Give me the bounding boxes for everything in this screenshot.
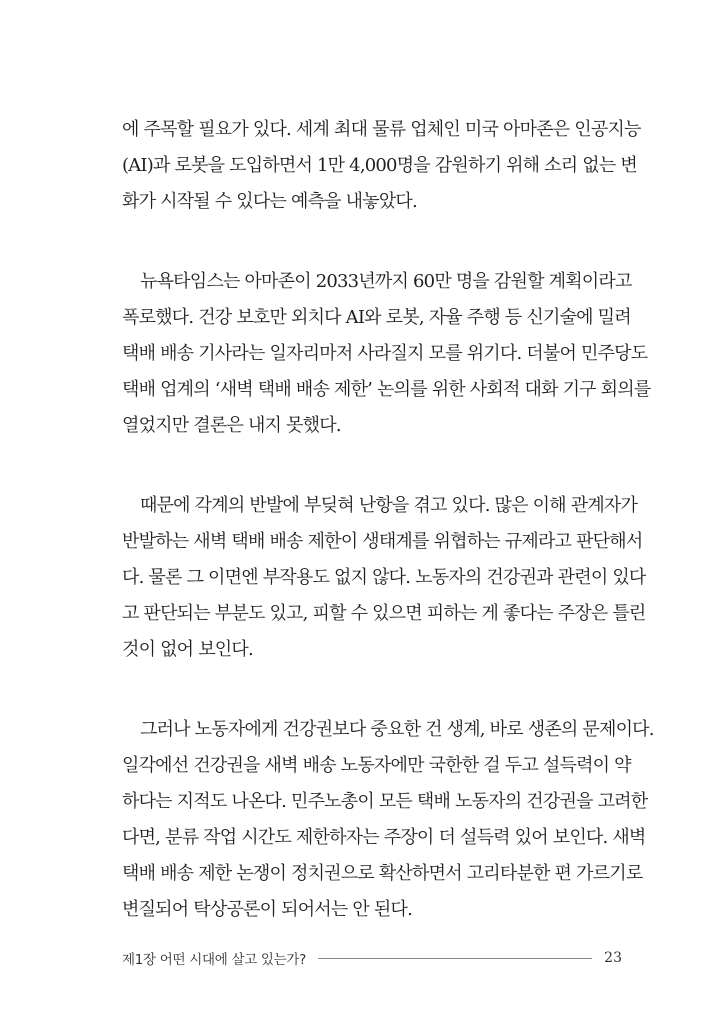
paragraph [122,264,651,444]
text-line: 다면, 분류 작업 시간도 제한하자는 주장이 더 설득력 있어 보인다. 새벽 [122,827,646,848]
text-line: 일각에선 건강권을 새벽 배송 노동자에만 국한한 걸 두고 설득력이 약 [122,755,631,776]
text-line: 화가 시작될 수 있다는 예측을 내놓았다. [122,191,417,212]
text-line: (AI)과 로봇을 도입하면서 1만 4,000명을 감원하기 위해 소리 없는 변 [122,155,637,176]
footer-divider [318,958,592,959]
text-line: 다. 물론 그 이면엔 부작용도 없지 않다. 노동자의 건강권과 관련이 있다 [122,567,646,588]
text-line: 열었지만 결론은 내지 못했다. [122,415,341,436]
text-line: 그러나 노동자에게 건강권보다 중요한 건 생계, 바로 생존의 문제이다. [140,719,654,740]
text-line: 하다는 지적도 나온다. 민주노총이 모든 택배 노동자의 건강권을 고려한 [122,791,648,812]
text-line: 택배 업계의 ‘새벽 택배 배송 제한’ 논의를 위한 사회적 대화 기구 회의를 [122,379,651,400]
body-text [122,112,654,972]
paragraph [122,712,654,928]
text-line: 것이 없어 보인다. [122,639,253,660]
page-number: 23 [604,950,622,966]
text-line: 반발하는 새벽 택배 배송 제한이 생태계를 위협하는 규제라고 판단해서 [122,531,643,552]
chapter-title: 제1장 어떤 시대에 살고 있는가? [122,952,307,968]
text-line: 택배 배송 제한 논쟁이 정치권으로 확산하면서 고리타분한 편 가르기로 [122,863,643,884]
paragraph [122,112,641,220]
text-line: 때문에 각계의 반발에 부딪혀 난항을 겪고 있다. 많은 이해 관계자가 [140,495,638,516]
text-line: 고 판단되는 부분도 있고, 피할 수 있으면 피하는 게 좋다는 주장은 틀린 [122,603,646,624]
text-line: 택배 배송 기사라는 일자리마저 사라질지 모를 위기다. 더불어 민주당도 [122,343,648,364]
text-line: 폭로했다. 건강 보호만 외치다 AI와 로봇, 자율 주행 등 신기술에 밀려 [122,307,631,328]
text-line: 뉴욕타임스는 아마존이 2033년까지 60만 명을 감원할 계획이라고 [140,271,632,292]
text-line: 변질되어 탁상공론이 되어서는 안 된다. [122,899,413,920]
page-footer [122,948,622,968]
text-line: 에 주목할 필요가 있다. 세계 최대 물류 업체인 미국 아마존은 인공지능 [122,119,641,140]
paragraph [122,488,646,668]
